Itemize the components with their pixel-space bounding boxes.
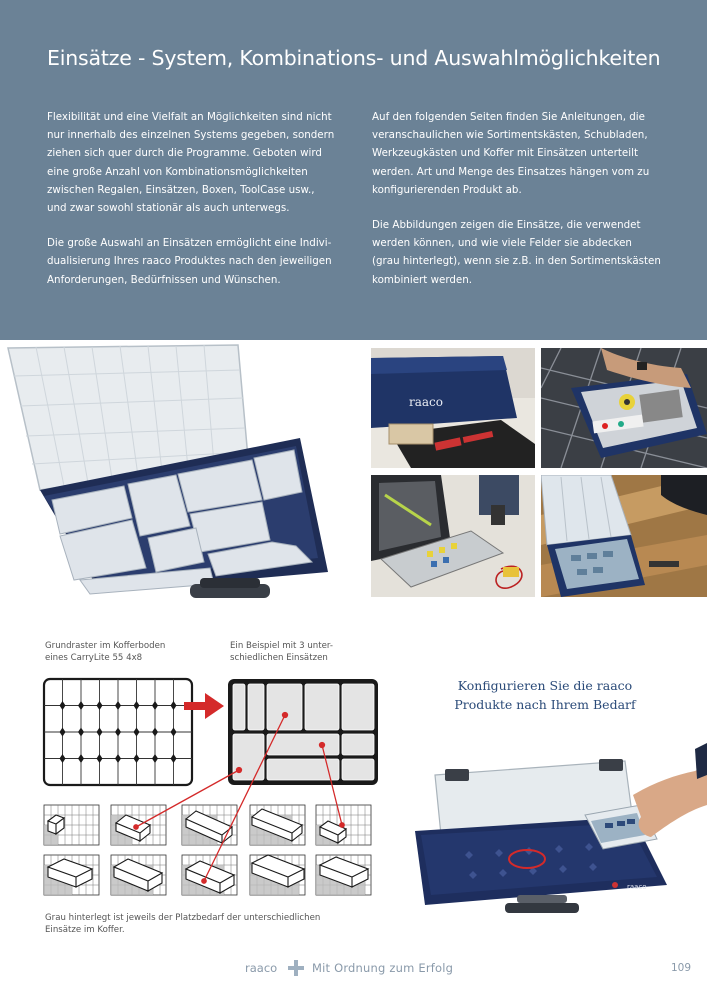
text-line: Die große Auswahl an Einsätzen ermöglicht eine Indivi- xyxy=(47,237,332,250)
text-line: Ein Beispiel mit 3 unter- xyxy=(230,641,333,651)
text-line: werden. Art und Menge des Einsatzes hängen vom zu xyxy=(372,165,650,178)
page-title: Einsätze - System, Kombinations- und Auswahlmöglichkeiten xyxy=(47,46,661,70)
text-line: Grau hinterlegt ist jeweils der Platzbedarf der unterschiedlichen xyxy=(45,913,321,923)
footer-slogan: Mit Ordnung zum Erfolg xyxy=(312,961,454,975)
intro-paragraph-2 xyxy=(47,234,347,289)
configured-grid xyxy=(228,679,378,785)
text-line: (grau hinterlegt), wenn sie z.B. in den Sortimentskästen xyxy=(372,255,661,268)
text-line: werden können, und wie viele Felder sie abdecken xyxy=(372,237,632,250)
text-line: Auf den folgenden Seiten finden Sie Anleitungen, die xyxy=(372,111,645,123)
toolbox-photo xyxy=(371,348,535,468)
footer-brand: raaco xyxy=(245,961,278,975)
text-line: schiedlichen Einsätzen xyxy=(230,653,328,663)
text-line: kombiniert werden. xyxy=(372,273,473,286)
assortment-case-photo xyxy=(0,340,350,610)
text-line: Einsätze im Koffer. xyxy=(45,925,125,935)
configure-heading xyxy=(420,676,670,714)
base-grid xyxy=(44,679,192,785)
intro-paragraph-4 xyxy=(372,216,672,289)
plus-icon xyxy=(288,960,304,976)
text-line: Die Abbildungen zeigen die Einsätze, die verwendet xyxy=(372,219,641,232)
text-line: Grundraster im Kofferboden xyxy=(45,641,166,651)
header-band xyxy=(0,0,707,340)
text-line: veranschaulichen wie Sortimentskästen, Schubladen, xyxy=(372,129,648,142)
service-case-photo xyxy=(371,475,535,597)
text-line: eines CarryLite 55 4x8 xyxy=(45,653,143,663)
toolbox-brand-label: raaco xyxy=(409,395,443,409)
intro-column-left xyxy=(47,108,347,306)
drawer-photo xyxy=(541,348,707,468)
outdoor-case-photo xyxy=(541,475,707,597)
text-line: Flexibilität und eine Vielfalt an Möglichkeiten sind nicht xyxy=(47,111,332,123)
text-line: konfigurierenden Produkt ab. xyxy=(372,183,522,196)
case-brand-label: raaco xyxy=(627,883,647,891)
text-line: und zwar sowohl stationär als auch unterwegs. xyxy=(47,202,290,215)
configure-case-photo xyxy=(405,735,707,915)
text-line: Konfigurieren Sie die raaco xyxy=(457,678,633,693)
text-line: Produkte nach Ihrem Bedarf xyxy=(454,697,636,712)
text-line: nur innerhalb des einzelnen Systems gegeben, sondern xyxy=(47,129,335,142)
example-caption xyxy=(230,640,400,664)
text-line: eine große Anzahl von Kombinationsmöglichkeiten xyxy=(47,165,308,178)
text-line: Werkzeugkästen und Koffer mit Einsätzen unterteilt xyxy=(372,147,639,160)
diagram-footnote xyxy=(45,912,375,936)
intro-column-right xyxy=(372,108,672,306)
text-line: Anforderungen, Bedürfnissen und Wünschen. xyxy=(47,273,281,286)
text-line: dualisierung Ihres raaco Produktes nach den jeweiligen xyxy=(47,255,332,268)
intro-paragraph-3 xyxy=(372,108,672,199)
text-line: zwischen Regalen, Einsätzen, Boxen, ToolCase usw., xyxy=(47,183,315,196)
page-number: 109 xyxy=(671,962,692,974)
intro-paragraph-1 xyxy=(47,108,347,217)
insert-diagram xyxy=(40,675,390,910)
text-line: ziehen sich quer durch die Programme. Geboten wird xyxy=(47,147,322,160)
grid-caption xyxy=(45,640,215,664)
